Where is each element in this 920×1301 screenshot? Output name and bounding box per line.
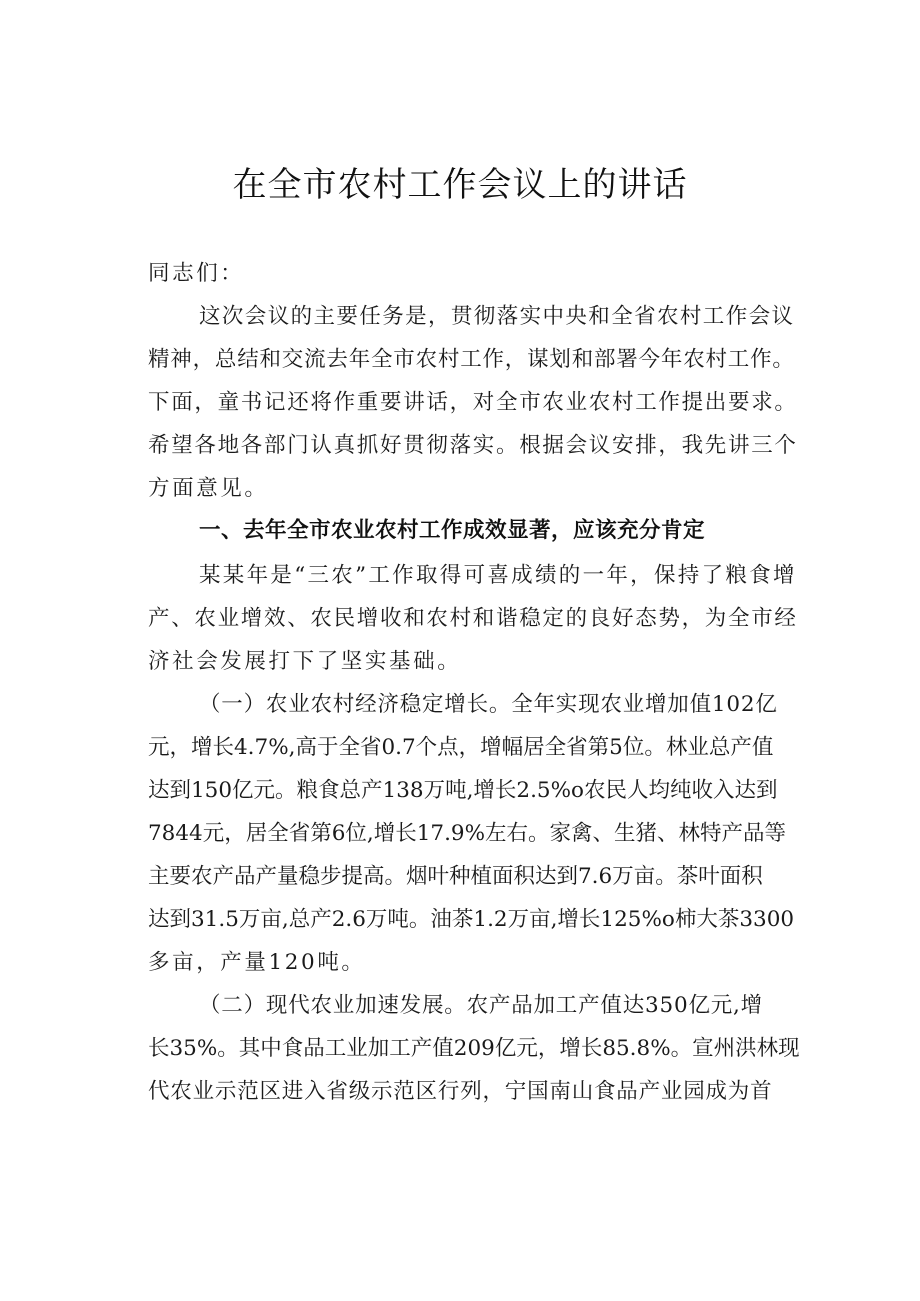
- salutation: 同志们：: [148, 261, 245, 286]
- paragraph-line: 下面，童书记还将作重要讲话，对全市农业农村工作提出要求。: [148, 390, 798, 415]
- subsection-line: 达到31.5万亩,总产2.6万吨。油茶1.2万亩,增长125%o柿大茶3300: [148, 907, 795, 932]
- paragraph-line: 某某年是“三农”工作取得可喜成绩的一年，保持了粮食增: [199, 563, 797, 588]
- paragraph-line: 希望各地各部门认真抓好贯彻落实。根据会议安排，我先讲三个: [148, 433, 798, 458]
- subsection-line: 多亩，产量120吨。: [148, 950, 366, 975]
- paragraph-line: 济社会发展打下了坚实基础。: [148, 649, 462, 674]
- subsection-line: 代农业示范区进入省级示范区行列，宁国南山食品产业园成为首: [148, 1079, 773, 1104]
- subsection-line: 7844元，居全省第6位,增长17.9%左右。家禽、生猪、林特产品等: [148, 821, 787, 846]
- paragraph-line: 产、农业增效、农民增收和农村和谐稳定的良好态势，为全市经: [148, 606, 798, 631]
- paragraph-line: 精神，总结和交流去年全市农村工作，谋划和部署今年农村工作。: [148, 347, 795, 372]
- subsection-line: （一）农业农村经济稳定增长。全年实现农业增加值102亿: [199, 692, 778, 717]
- subsection-line: 长35%。其中食品工业加工产值209亿元，增长85.8%。宣州洪林现: [148, 1036, 800, 1061]
- subsection-line: 主要农产品产量稳步提高。烟叶种植面积达到7.6万亩。茶叶面积: [148, 864, 763, 889]
- subsection-line: 元，增长4.7%,高于全省0.7个点，增幅居全省第5位。林业总产值: [148, 735, 774, 760]
- subsection-line: （二）现代农业加速发展。农产品加工产值达350亿元,增: [199, 993, 763, 1018]
- paragraph-line: 方面意见。: [148, 476, 269, 501]
- section-heading: 一、去年全市农业农村工作成效显著，应该充分肯定: [199, 518, 706, 543]
- document-title: 在全市农村工作会议上的讲话: [232, 165, 688, 205]
- subsection-line: 达到150亿元。粮食总产138万吨,增长2.5%o农民人均纯收入达到: [148, 778, 778, 803]
- paragraph-line: 这次会议的主要任务是，贯彻落实中央和全省农村工作会议: [199, 304, 795, 329]
